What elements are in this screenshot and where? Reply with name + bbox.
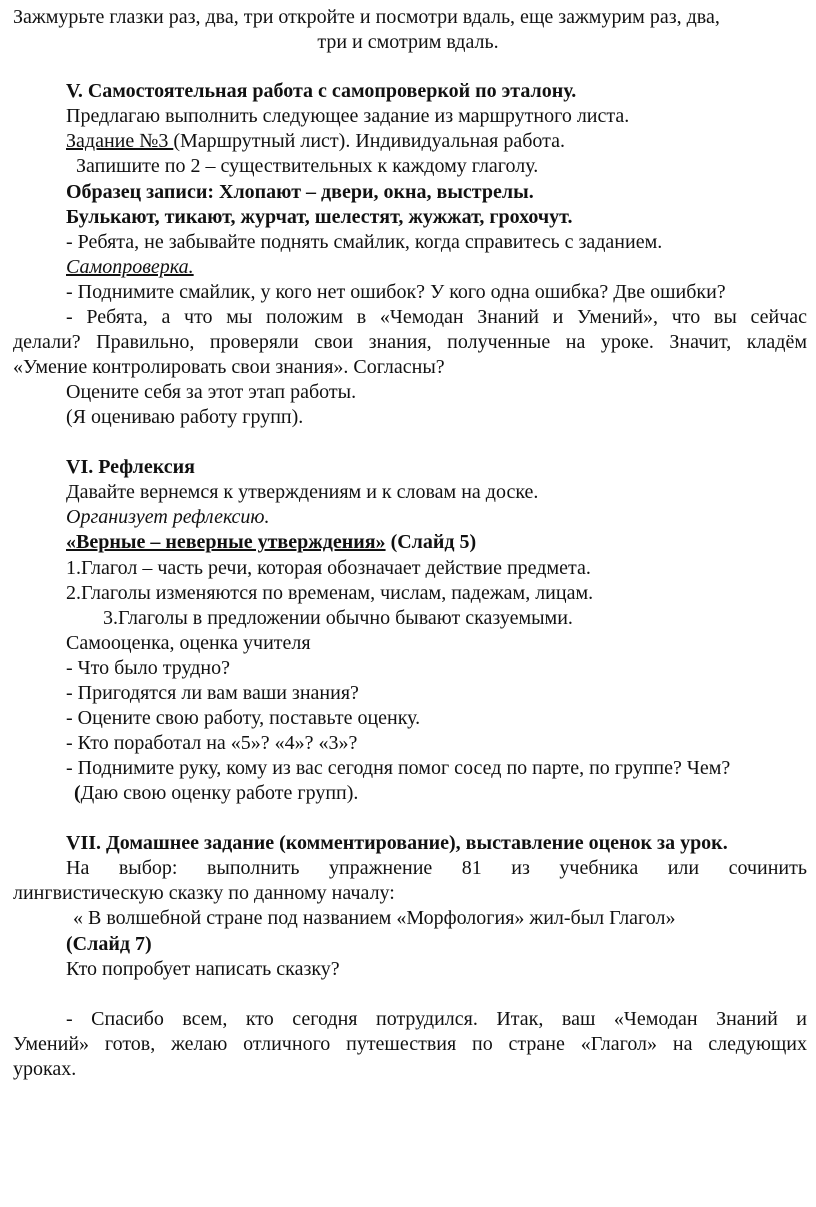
- section-5-paragraph-1: Предлагаю выполнить следующее задание из маршрутного листа.: [66, 105, 630, 127]
- intro-line-2: три и смотрим вдаль.: [317, 31, 499, 53]
- section-6-paragraph-1: Давайте вернемся к утверждениям и к словам на доске.: [66, 481, 539, 503]
- statement-1: 1.Глагол – часть речи, которая обозначает действие предмета.: [66, 557, 591, 579]
- task-label: Задание №3: [66, 130, 174, 152]
- intro-line-1: Зажмурьте глазки раз, два, три откройте и посмотри вдаль, еще зажмурим раз, два,: [13, 6, 720, 28]
- section-5-paragraph-5-line-3: «Умение контролировать свои знания». Согласны?: [13, 356, 445, 378]
- section-5-paragraph-4: - Поднимите смайлик, у кого нет ошибок? У кого одна ошибка? Две ошибки?: [66, 281, 726, 303]
- final-line-3: уроках.: [13, 1058, 77, 1080]
- question-4: - Кто поработал на «5»? «4»? «3»?: [66, 732, 358, 754]
- section-7-paragraph-2: Кто попробует написать сказку?: [66, 958, 340, 980]
- section-5-paragraph-5-line-2: делали? Правильно, проверяли свои знания, полученные на уроке. Значит, кладём: [13, 331, 807, 353]
- sample-line-1: Образец записи: Хлопают – двери, окна, выстрелы.: [66, 181, 534, 203]
- section-7-heading: VII. Домашнее задание (комментирование), выставление оценок за урок.: [66, 832, 728, 854]
- section-6-paragraph-4-text: Даю свою оценку работе групп).: [80, 782, 359, 804]
- statement-3: 3.Глаголы в предложении обычно бывают сказуемыми.: [103, 607, 573, 629]
- section-5-paragraph-3: - Ребята, не забывайте поднять смайлик, когда справитесь с заданием.: [66, 231, 663, 253]
- slide-7-ref: (Слайд 7): [66, 933, 152, 955]
- slide-5-line: [66, 530, 476, 554]
- sample-line-2: Булькают, тикают, журчат, шелестят, жужжат, грохочут.: [66, 206, 573, 228]
- section-5-heading: V. Самостоятельная работа с самопроверкой по эталону.: [66, 80, 577, 102]
- task-description: (Маршрутный лист). Индивидуальная работа.: [173, 130, 565, 152]
- section-7-paragraph-1-line-2: лингвистическую сказку по данному началу:: [13, 882, 395, 904]
- section-6-heading: VI. Рефлексия: [66, 456, 195, 478]
- question-2: - Пригодятся ли вам ваши знания?: [66, 682, 359, 704]
- section-5-paragraph-2: Запишите по 2 – существительных к каждому глаголу.: [76, 155, 539, 177]
- section-5-paragraph-5-line-1: - Ребята, а что мы положим в «Чемодан Знаний и Умений», что вы сейчас: [66, 306, 807, 328]
- section-7-paragraph-1-line-1: На выбор: выполнить упражнение 81 из учебника или сочинить: [66, 857, 807, 879]
- final-line-2: Умений» готов, желаю отличного путешествия по стране «Глагол» на следующих: [13, 1033, 807, 1055]
- statement-2: 2.Глаголы изменяются по временам, числам, падежам, лицам.: [66, 582, 594, 604]
- final-line-1: - Спасибо всем, кто сегодня потрудился. Итак, ваш «Чемодан Знаний и: [66, 1008, 807, 1030]
- question-3: - Оцените свою работу, поставьте оценку.: [66, 707, 421, 729]
- question-1: - Что было трудно?: [66, 657, 230, 679]
- section-6-paragraph-3: Самооценка, оценка учителя: [66, 632, 311, 654]
- section-6-paragraph-2: Организует рефлексию.: [66, 506, 270, 528]
- slide-5-title: «Верные – неверные утверждения»: [66, 531, 386, 553]
- section-5-paragraph-6: Оцените себя за этот этап работы.: [66, 381, 357, 403]
- section-5-paragraph-7: (Я оцениваю работу групп).: [66, 406, 304, 428]
- question-5: - Поднимите руку, кому из вас сегодня помог сосед по парте, по группе? Чем?: [66, 757, 731, 779]
- open-paren: (: [74, 782, 81, 804]
- slide-5-ref: (Слайд 5): [385, 531, 477, 553]
- self-check-label: Самопроверка.: [66, 256, 194, 278]
- fairy-tale-quote: « В волшебной стране под названием «Морфология» жил-был Глагол»: [73, 907, 676, 929]
- task-line: [66, 129, 565, 153]
- section-6-paragraph-4: [74, 781, 358, 805]
